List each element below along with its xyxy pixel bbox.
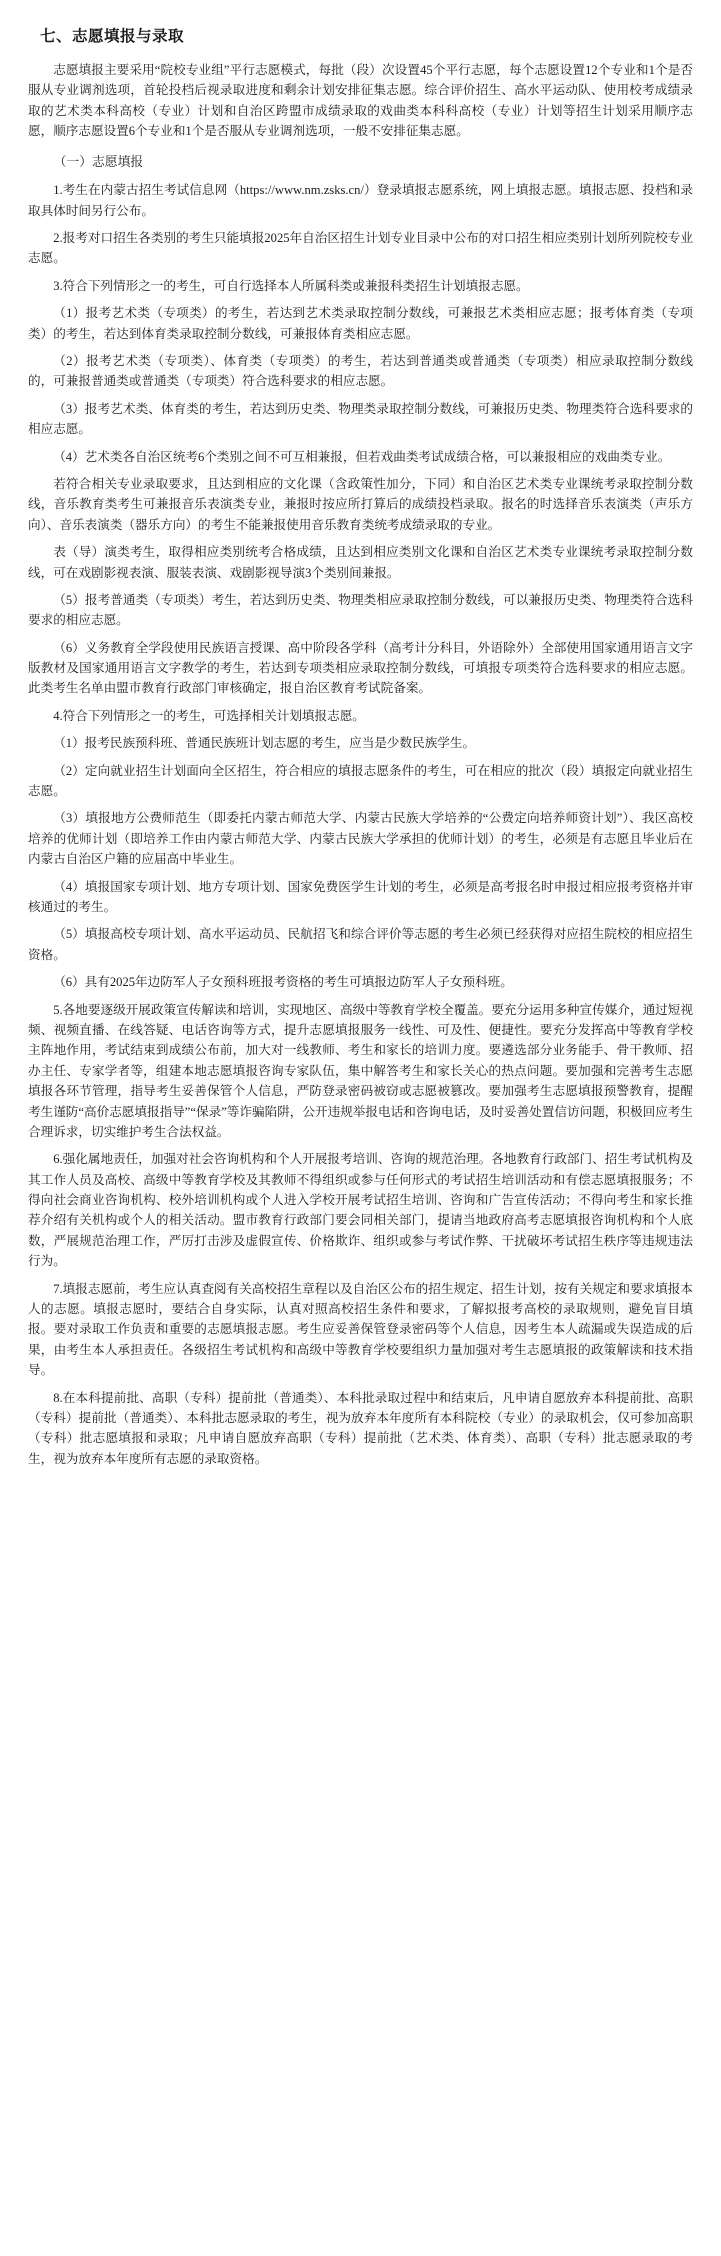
paragraph: （1）报考艺术类（专项类）的考生，若达到艺术类录取控制分数线，可兼报艺术类相应志愿；报考体育类（专项类）的考生，若达到体育类录取控制分数线，可兼报体育类相应志愿。 <box>28 306 693 341</box>
paragraph: （2）定向就业招生计划面向全区招生，符合相应的填报志愿条件的考生，可在相应的批次（段）填报定向就业招生志愿。 <box>28 763 693 799</box>
paragraph: 表（导）演类考生，取得相应类别统考合格成绩，且达到相应类别文化课和自治区艺术类专业课统考录取控制分数线，可在戏剧影视表演、服装表演、戏剧影视导演3个类别间兼报。 <box>28 545 693 580</box>
page-title: 七、志愿填报与录取 <box>40 28 185 45</box>
paragraph: （6）具有2025年边防军人子女预科班报考资格的考生可填报边防军人子女预科班。 <box>53 975 513 990</box>
paragraph: 6.强化属地责任，加强对社会咨询机构和个人开展报考培训、咨询的规范治理。各地教育行政部门、招生考试机构及其工作人员及高校、高级中等教育学校及其教师不得组织或参与任何形式的考试招生培训活动和有偿志愿填报服务；不得向社会商业咨询机构、校外培训机构或个人进入学校开展考试招生培训、咨询和广告宣传活动；不得向考生和家长推荐介绍有关机构或个人的相关活动。盟市教育行政部门要会同相关部门，提请当地政府高考志愿填报咨询机构和个人底数，严展规范治理工作，严厉打击涉及虚假宣传、价格欺诈、组织或参与考试作弊、干扰破坏考试招生秩序等违规违法行为。 <box>28 1152 693 1269</box>
paragraph: 7.填报志愿前，考生应认真查阅有关高校招生章程以及自治区公布的招生规定、招生计划，按有关规定和要求填报本人的志愿。填报志愿时，要结合自身实际，认真对照高校招生条件和要求，了解拟报考高校的录取规则，避免盲目填报。要对录取工作负责和重要的志愿填报志愿。考生应妥善保管登录密码等个人信息，因考生本人疏漏或失误造成的后果，由考生本人承担责任。各级招生考试机构和高级中等教育学校要组织力量加强对考生志愿填报的政策解读和技术指导。 <box>28 1281 693 1378</box>
paragraph: 2.报考对口招生各类别的考生只能填报2025年自治区招生计划专业目录中公布的对口招生相应类别计划所列院校专业志愿。 <box>28 231 693 266</box>
paragraph: 3.符合下列情形之一的考生，可自行选择本人所属科类或兼报科类招生计划填报志愿。 <box>53 278 529 293</box>
paragraph: （3）填报地方公费师范生（即委托内蒙古师范大学、内蒙古民族大学培养的“公费定向培养师资计划”）、我区高校培养的优师计划（即培养工作由内蒙古师范大学、内蒙古民族大学承担的优师计划）的考生，必须是有志愿且毕业后在内蒙古自治区户籍的应届高中毕业生。 <box>28 811 693 867</box>
paragraph: （5）报考普通类（专项类）考生，若达到历史类、物理类相应录取控制分数线，可以兼报历史类、物理类符合选科要求的相应志愿。 <box>28 592 693 628</box>
paragraph: 4.符合下列情形之一的考生，可选择相关计划填报志愿。 <box>53 708 365 723</box>
paragraph: （4）艺术类各自治区统考6个类别之间不可互相兼报，但若戏曲类考试成绩合格，可以兼报相应的戏曲类专业。 <box>53 449 671 464</box>
paragraph: 若符合相关专业录取要求，且达到相应的文化课（含政策性加分，下同）和自治区艺术类专业课统考录取控制分数线，音乐教育类考生可兼报音乐表演类专业，兼报时按应所打算后的成绩投档录取。报名的时选择音乐表演类（声乐方向）、音乐表演类（器乐方向）的考生不能兼报使用音乐教育类统考成绩录取的专业。 <box>28 476 693 532</box>
paragraph: （3）报考艺术类、体育类的考生，若达到历史类、物理类录取控制分数线，可兼报历史类、物理类符合选科要求的相应志愿。 <box>28 401 693 437</box>
paragraph: 1.考生在内蒙古招生考试信息网（https://www.nm.zsks.cn/）登录填报志愿系统，网上填报志愿。填报志愿、投档和录取具体时间另行公布。 <box>28 183 693 218</box>
paragraph: （1）报考民族预科班、普通民族班计划志愿的考生，应当是少数民族学生。 <box>53 736 476 751</box>
paragraph: 志愿填报主要采用“院校专业组”平行志愿模式，每批（段）次设置45个平行志愿，每个志愿设置12个专业和1个是否服从专业调剂选项，首轮投档后视录取进度和剩余计划安排征集志愿。综合评价招生、高水平运动队、使用校考成绩录取的艺术类本科高校（专业）计划和自治区跨盟市成绩录取的戏曲类本科科高校（专业）计划等招生计划采用顺序志愿，顺序志愿设置6个专业和1个是否服从专业调剂选项，一般不安排征集志愿。 <box>28 63 693 139</box>
paragraph: 8.在本科提前批、高职（专科）提前批（普通类）、本科批录取过程中和结束后，凡申请自愿放弃本科提前批、高职（专科）提前批（普通类）、本科批志愿录取的考生，视为放弃本年度所有本科院校（专业）的录取机会，仅可参加高职（专科）批志愿填报和录取；凡申请自愿放弃高职（专科）提前批（艺术类、体育类）、高职（专科）批志愿录取的考生，视为放弃本年度所有志愿的录取资格。 <box>28 1390 693 1466</box>
paragraph: （2）报考艺术类（专项类）、体育类（专项类）的考生，若达到普通类或普通类（专项类）相应录取控制分数线的，可兼报普通类或普通类（专项类）符合选科要求的相应志愿。 <box>28 354 693 389</box>
paragraph: 5.各地要逐级开展政策宣传解读和培训，实现地区、高级中等教育学校全覆盖。要充分运用多种宣传媒介，通过短视频、视频直播、在线答疑、电话咨询等方式，提升志愿填报服务一线性、可及性、便捷性。要充分发挥高中等教育学校主阵地作用，考试结束到成绩公布前，加大对一线教师、考生和家长的培训力度。要遴选部分业务能手、骨干教师、招办主任、专家学者等，组建本地志愿填报咨询专家队伍，集中解答考生和家长关心的热点问题。要加强和完善考生志愿填报各环节管理，指导考生妥善保管个人信息，严防登录密码被窃或志愿被篡改。要加强考生志愿填报预警教育，提醒考生谨防“高价志愿填报指导”“保录”等诈骗陷阱，公开违规举报电话和咨询电话，及时妥善处置信访问题，积极回应考生合理诉求，切实维护考生合法权益。 <box>28 1002 693 1139</box>
document-body <box>26 60 695 1469</box>
paragraph: （4）填报国家专项计划、地方专项计划、国家免费医学生计划的考生，必须是高考报名时申报过相应报考资格并审核通过的考生。 <box>28 879 693 914</box>
subsection-heading: （一）志愿填报 <box>53 154 144 169</box>
paragraph: （6）义务教育全学段使用民族语言授课、高中阶段各学科（高考计分科目，外语除外）全部使用国家通用语言文字版教材及国家通用语言文字教学的考生，若达到专项类相应录取控制分数线，可填报专项类符合选科要求的相应志愿。此类考生名单由盟市教育行政部门审核确定，报自治区教育考试院备案。 <box>28 640 693 696</box>
paragraph: （5）填报高校专项计划、高水平运动员、民航招飞和综合评价等志愿的考生必须已经获得对应招生院校的相应招生资格。 <box>28 927 693 962</box>
